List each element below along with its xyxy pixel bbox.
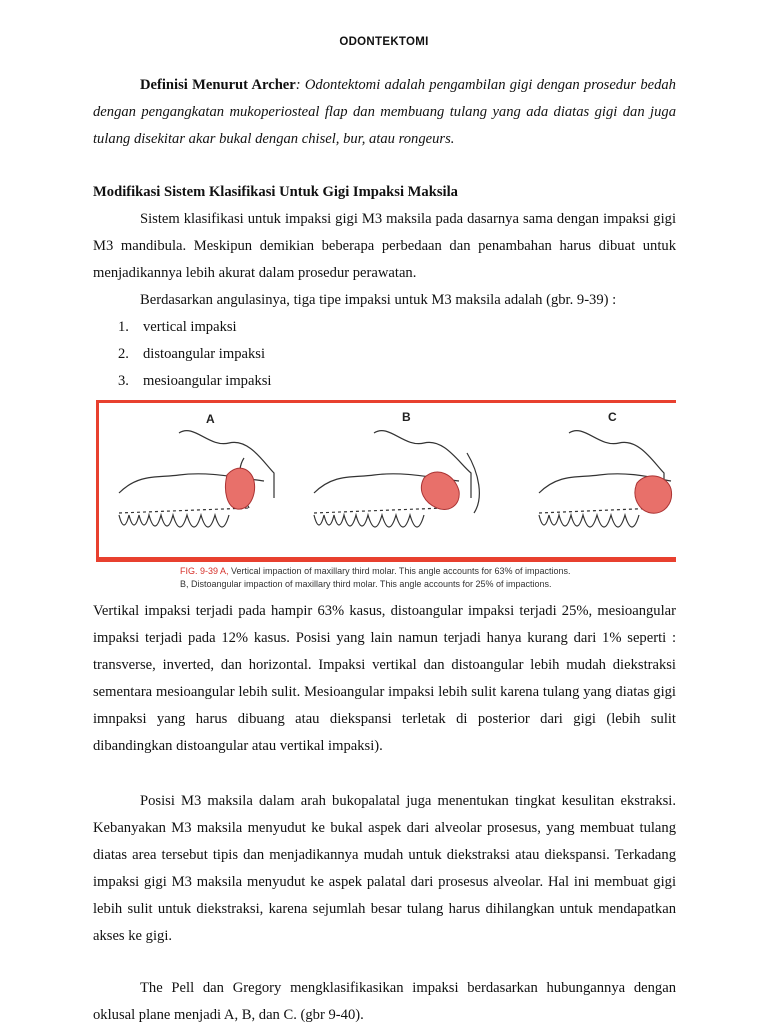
highlighted-molar-a: [225, 468, 254, 509]
list-item: [118, 368, 271, 395]
definition-label: Definisi Menurut Archer: [140, 77, 296, 93]
paragraph-bucopalatal: Posisi M3 maksila dalam arah bukopalatal juga menentukan tingkat kesulitan ekstraksi. Kebanyakan M3 maksila menyudut ke bukal aspek dari alveolar prosesus, yang membuat tulang diatas area tersebut tipis dan menjadikannya mudah untuk diekstraksi atau diekspansi. Terkadang impaksi gigi M3 maksila menyudut ke aspek palatal dari prosesus alveolar. Hal ini membuat gigi lebih sulit untuk diekstraksi, karena sejumlah besar tulang harus dihilangkan untuk mendapatkan akses ke gigi.: [93, 793, 676, 944]
list-text: mesioangular impaksi: [143, 373, 272, 389]
figure-label-a: A: [206, 412, 215, 426]
definition-paragraph: [93, 72, 676, 153]
paragraph-incidence: Vertikal impaksi terjadi pada hampir 63% kasus, distoangular impaksi terjadi 25%, mesioangular impaksi terjadi pada 12% kasus. Posisi yang lain namun terjadi hanya kurang dari 1% seperti : transverse, inverted, dan horizontal. Impaksi vertikal dan distoangular lebih mudah diekstraksi sementara mesioangular lebih sulit. Mesioangular impaksi lebih sulit karena tulang yang diatas gigi imnpaksi yang harus dibuang atau diekspansi terletak di posterior dari gigi (lebih sulit dibandingkan distoangular atau vertikal impaksi).: [93, 603, 676, 754]
paragraph-angulation: Berdasarkan angulasinya, tiga tipe impaksi untuk M3 maksila adalah (gbr. 9-39) :: [140, 292, 617, 308]
caption-panel-a: A,: [218, 566, 229, 576]
list-item: [118, 314, 271, 341]
list-item: [118, 341, 271, 368]
definition-colon: :: [295, 77, 301, 93]
list-number: 3.: [118, 373, 129, 389]
figure-caption: [180, 565, 680, 591]
caption-line-1: Vertical impaction of maxillary third molar. This angle accounts for 63% of impactions.: [228, 566, 571, 576]
document-title: ODONTEKTOMI: [339, 36, 429, 48]
list-text: vertical impaksi: [143, 319, 237, 335]
list-number: 1.: [118, 319, 129, 335]
list-text: distoangular impaksi: [143, 346, 266, 362]
list-number: 2.: [118, 346, 129, 362]
caption-line-2: B, Distoangular impaction of maxillary third molar. This angle accounts for 25% of impactions.: [180, 579, 552, 589]
figure-label-c: C: [608, 410, 617, 424]
maxillary-teeth-illustration: [99, 403, 676, 557]
caption-figure-number: FIG. 9-39: [180, 566, 219, 576]
impaction-figure: [96, 400, 676, 562]
paragraph-classification: Sistem klasifikasi untuk impaksi gigi M3 maksila pada dasarnya sama dengan impaksi gigi M3 mandibula. Meskipun demikian beberapa perbedaan dan penambahan harus dibuat untuk menjadikannya lebih akurat dalam prosedur perawatan.: [93, 211, 676, 281]
definition-text: Odontektomi adalah pengambilan gigi dengan prosedur bedah dengan pengangkatan mukoperiosteal flap dan membuang tulang yang ada diatas gigi dan juga tulang disekitar akar bukal dengan chisel, bur, atau rongeurs.: [93, 77, 676, 147]
highlighted-molar-b: [421, 472, 459, 509]
impaction-type-list: [118, 314, 271, 395]
section-heading: Modifikasi Sistem Klasifikasi Untuk Gigi Impaksi Maksila: [93, 184, 458, 200]
figure-label-b: B: [402, 410, 411, 424]
paragraph-pell-gregory: The Pell dan Gregory mengklasifikasikan impaksi berdasarkan hubungannya dengan oklusal plane menjadi A, B, dan C. (gbr 9-40).: [93, 980, 676, 1023]
highlighted-molar-c: [635, 476, 672, 513]
